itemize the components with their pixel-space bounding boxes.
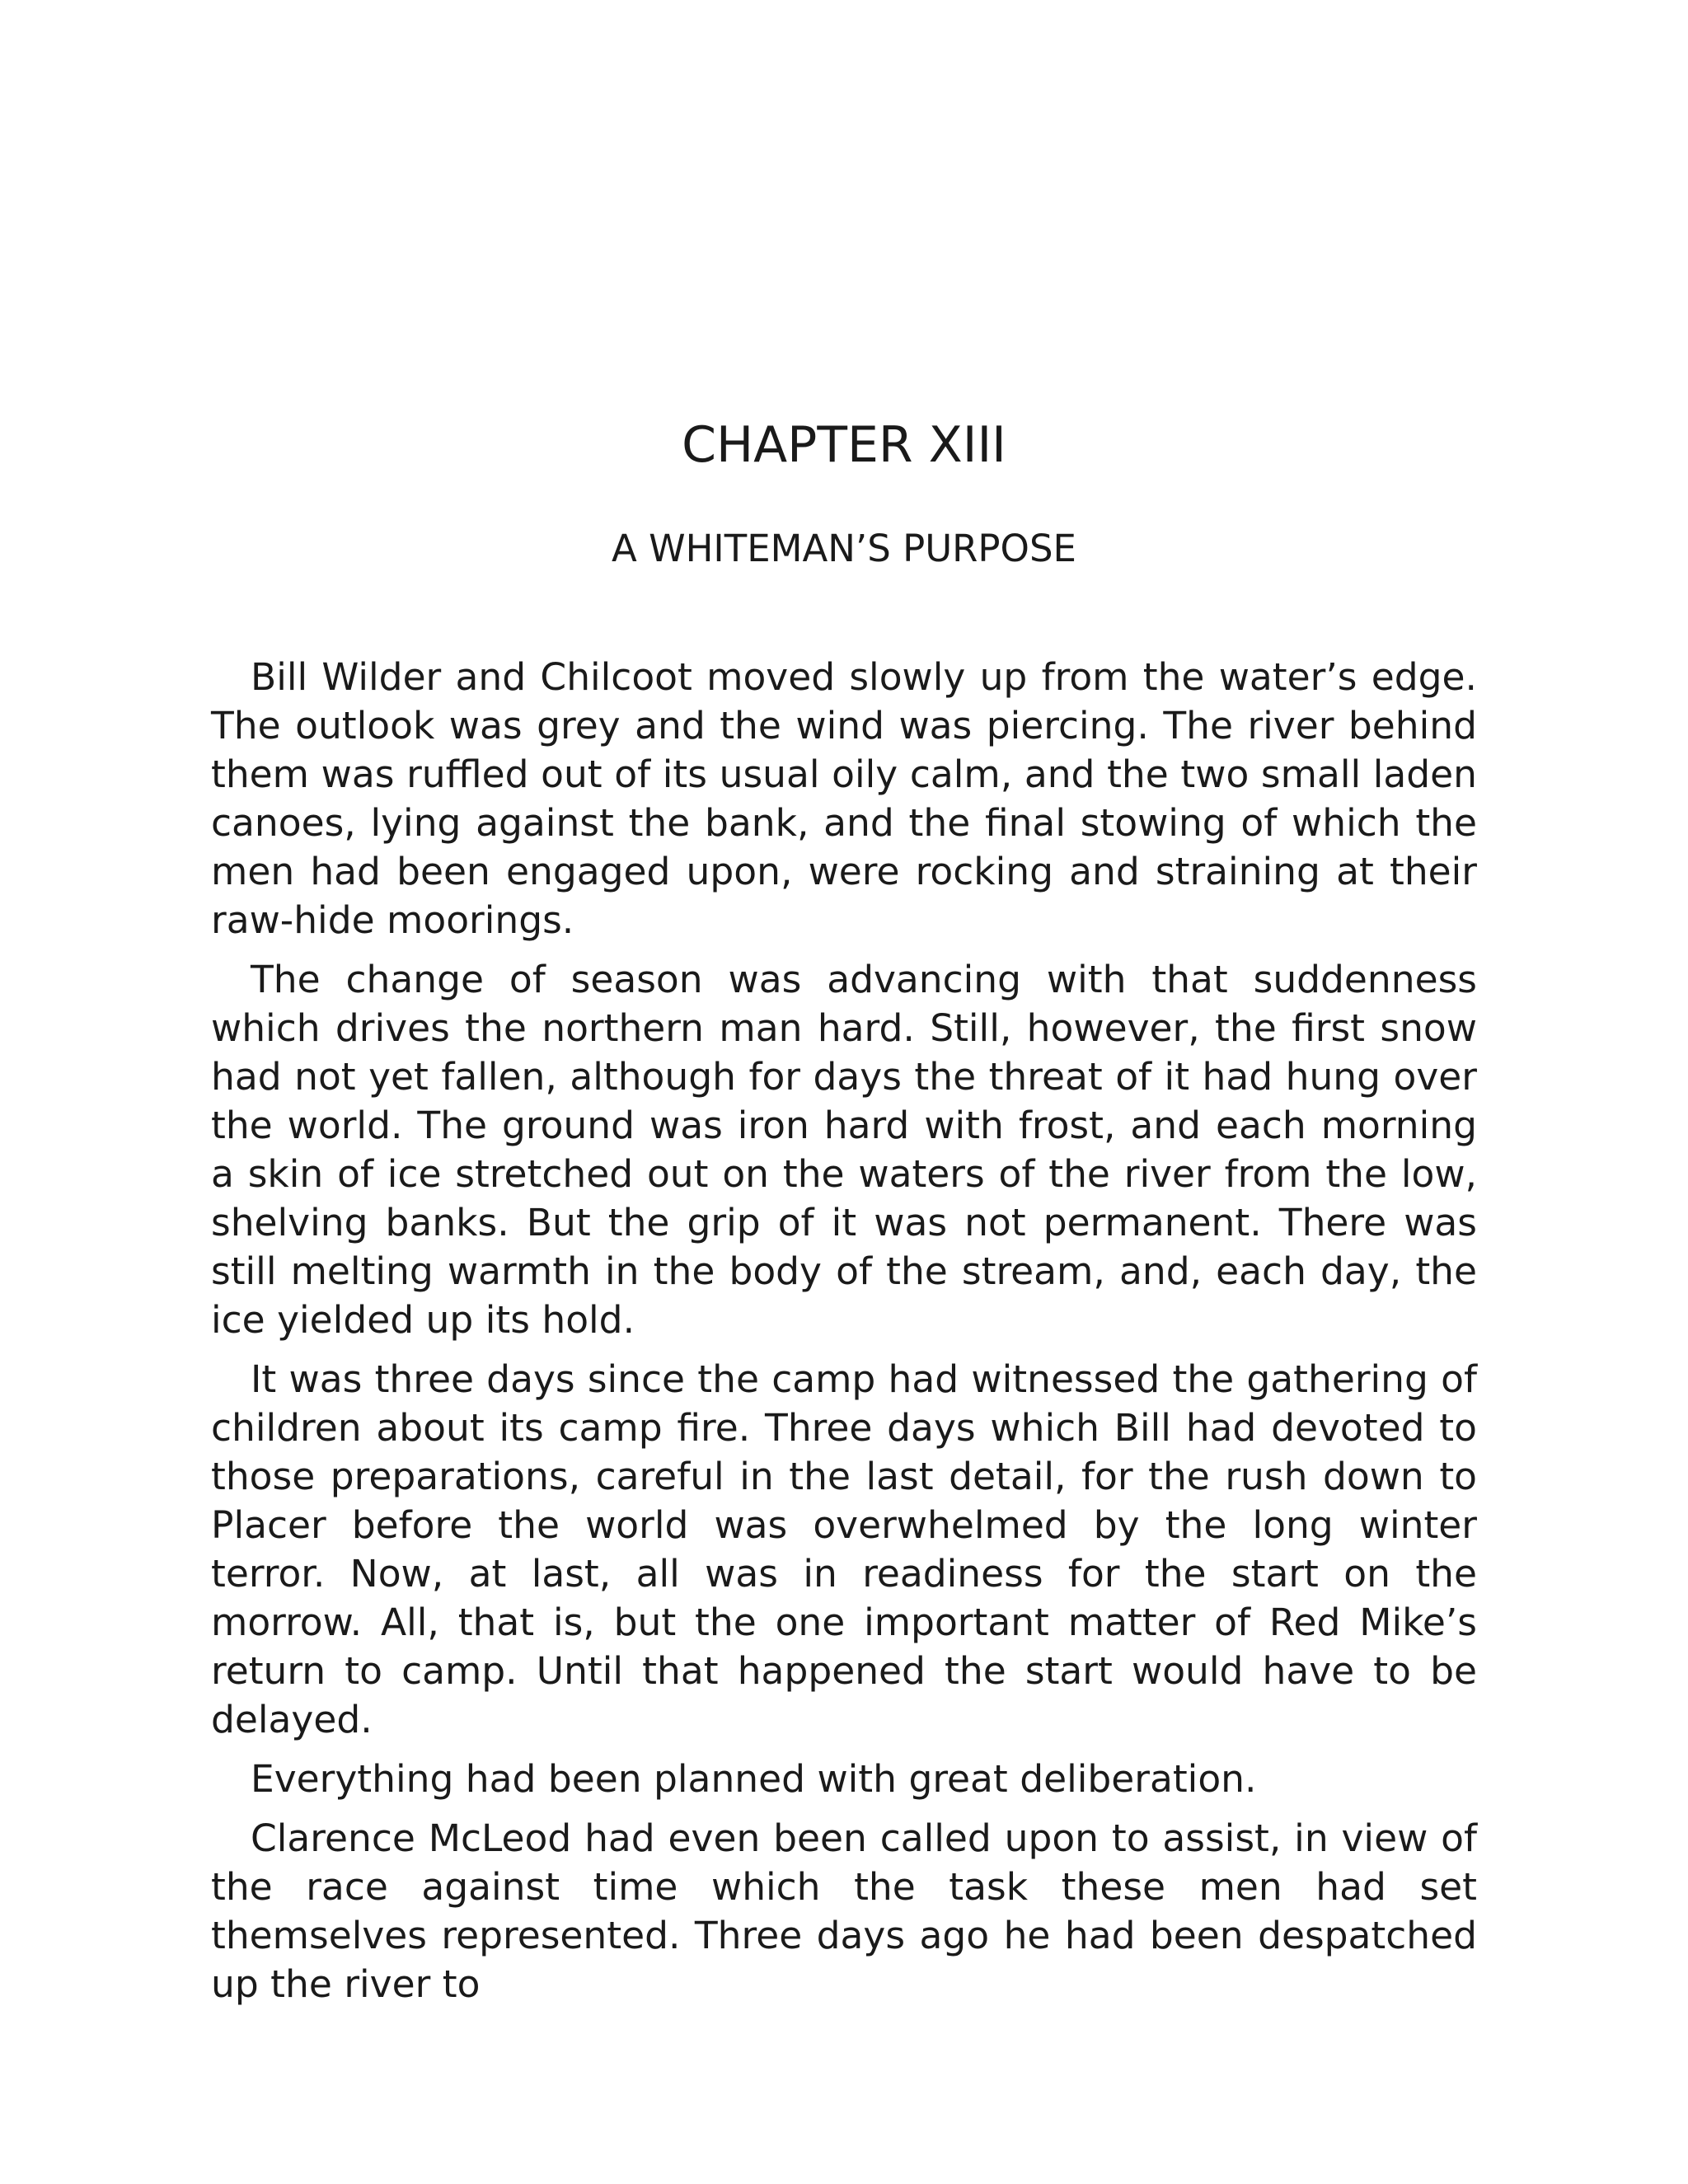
chapter-body [211,653,1477,2019]
paragraph-3: It was three days since the camp had witnessed the gathering of children about its camp fire. Three days which Bill had devoted to those preparations, careful in the last detail, for the rush down to Placer before the world was overwhelmed by the long winter terror. Now, at last, all was in readiness for the start on the morrow. All, that is, but the one important matter of Red Mike’s return to camp. Until that happened the start would have to be delayed. [211,1357,1477,1741]
paragraph-5: Clarence McLeod had even been called upon to assist, in view of the race against time which the task these men had set themselves represented. Three days ago he had been despatched up the river to [211,1816,1477,2006]
chapter-subtitle: A WHITEMAN’S PURPOSE [612,527,1076,570]
chapter-title: CHAPTER XIII [682,416,1006,474]
paragraph-1: Bill Wilder and Chilcoot moved slowly up from the water’s edge. The outlook was grey and the wind was piercing. The river behind them was ruffled out of its usual oily calm, and the two small laden canoes, lying against the bank, and the final stowing of which the men had been engaged upon, were rocking and straining at their raw-hide moorings. [211,655,1477,942]
paragraph-4: Everything had been planned with great deliberation. [251,1757,1257,1801]
paragraph-2: The change of season was advancing with that suddenness which drives the northern man hard. Still, however, the first snow had not yet fallen, although for days the threat of it had hung over the world. The ground was iron hard with frost, and each morning a skin of ice stretched out on the waters of the river from the low, shelving banks. But the grip of it was not permanent. There was still melting warmth in the body of the stream, and, each day, the ice yielded up its hold. [211,958,1477,1342]
